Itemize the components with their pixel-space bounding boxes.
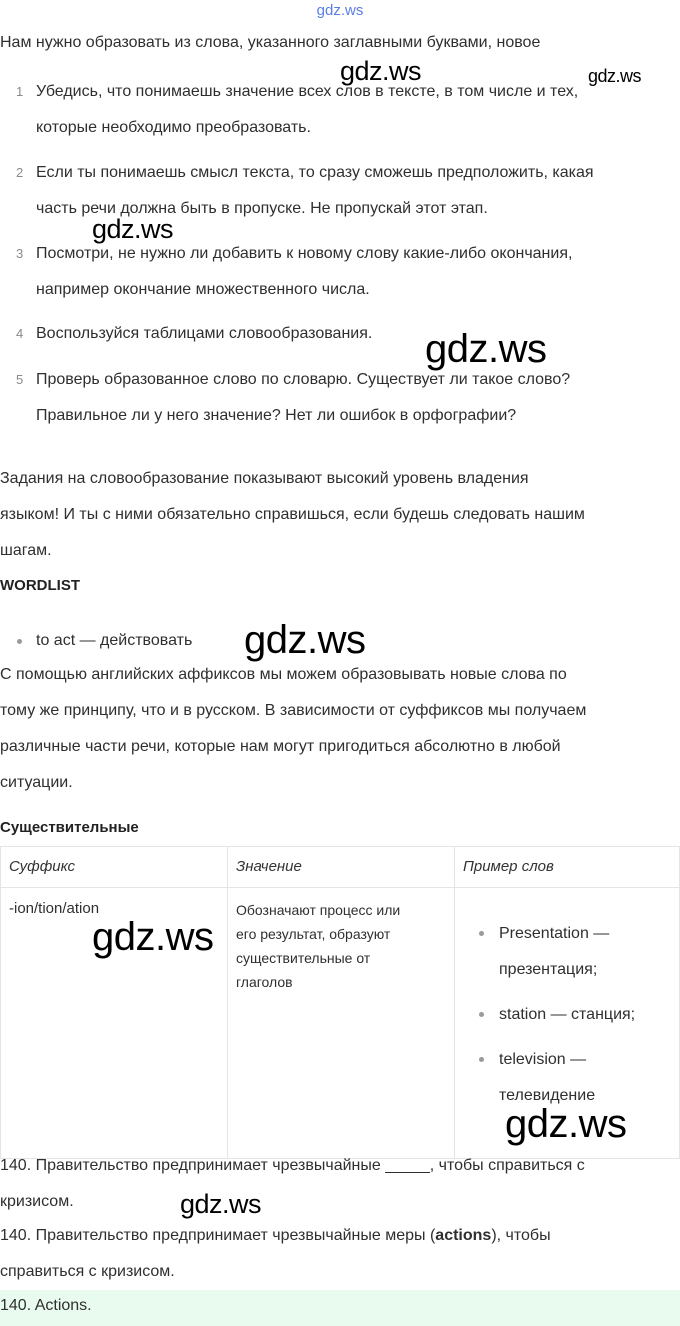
step-number: 4: [16, 326, 24, 341]
table-header-cell: [455, 847, 680, 888]
step-number: 5: [16, 372, 24, 387]
watermark: gdz.ws: [425, 327, 547, 371]
solution-suffix: ), чтобы: [491, 1227, 551, 1244]
table-header-row: [1, 847, 680, 888]
example-line: television —: [499, 1051, 587, 1068]
step-text-line: Воспользуйся таблицами словообразования.: [36, 325, 373, 342]
examples-list: [455, 888, 679, 1114]
bullet-dot: [479, 1012, 484, 1017]
task-line: 140. Правительство предпринимает чрезвычайные _____, чтобы справиться с: [0, 1157, 585, 1174]
table-header-cell: [228, 847, 455, 888]
watermark: gdz.ws: [180, 1189, 262, 1219]
header-examples: Пример слов: [463, 858, 554, 875]
intro-text: Нам нужно образовать из слова, указанного заглавными буквами, новое: [0, 34, 541, 51]
affix-line: тому же принципу, что и в русском. В зависимости от суффиксов мы получаем: [0, 702, 587, 719]
step-text-line: Если ты понимаешь смысл текста, то сразу сможешь предположить, какая: [36, 164, 594, 181]
step-item: [0, 316, 680, 352]
meaning-line: Обозначают процесс или: [236, 902, 401, 918]
bullet-dot: [479, 931, 484, 936]
header-meaning: Значение: [236, 858, 302, 875]
meaning-line: его результат, образуют: [236, 926, 391, 942]
header-suffix: Суффикс: [9, 858, 75, 875]
meaning-line: глаголов: [236, 974, 293, 990]
bullet-dot: [479, 1057, 484, 1062]
step-item: [0, 362, 680, 434]
bullet-dot: [17, 639, 22, 644]
solution-line: справиться с кризисом.: [0, 1263, 175, 1280]
solution-bold-word: actions: [435, 1227, 492, 1244]
list-item: [479, 916, 679, 988]
step-text-line: Посмотри, не нужно ли добавить к новому слову какие-либо окончания,: [36, 245, 573, 262]
watermark: gdz.ws: [340, 56, 422, 86]
example-line: телевидение: [499, 1087, 596, 1104]
table-header-cell: [1, 847, 228, 888]
watermark: gdz.ws: [505, 1102, 627, 1146]
step-item: [0, 236, 680, 308]
step-number: 2: [16, 165, 24, 180]
meaning-cell: [228, 888, 455, 1159]
example-line: презентация;: [499, 961, 598, 978]
list-item: [479, 997, 679, 1033]
site-link[interactable]: gdz.ws: [316, 2, 364, 19]
solution-prefix: 140. Правительство предпринимает чрезвычайные меры (: [0, 1227, 436, 1244]
example-line: station — станция;: [499, 1006, 636, 1023]
nouns-heading: Существительные: [0, 819, 139, 836]
answer-text: 140. Actions.: [0, 1297, 92, 1314]
wordlist-item: to act — действовать: [36, 632, 193, 649]
meaning-line: существительные от: [236, 950, 371, 966]
watermark: gdz.ws: [588, 66, 642, 86]
summary-line: Задания на словообразование показывают высокий уровень владения: [0, 470, 529, 487]
step-text-line: Проверь образованное слово по словарю. Существует ли такое слово?: [36, 371, 571, 388]
watermark: gdz.ws: [244, 618, 366, 662]
suffix-value: -ion/tion/ation: [9, 900, 100, 917]
watermark: gdz.ws: [92, 214, 174, 244]
solution-line: [0, 1218, 680, 1254]
step-number: 3: [16, 246, 24, 261]
step-number: 1: [16, 84, 24, 99]
affix-line: различные части речи, которые нам могут пригодиться абсолютно в любой: [0, 738, 561, 755]
affix-line: ситуации.: [0, 774, 73, 791]
watermark: gdz.ws: [92, 915, 214, 959]
summary-line: шагам.: [0, 542, 52, 559]
step-text-line: например окончание множественного числа.: [36, 281, 370, 298]
step-text-line: часть речи должна быть в пропуске. Не пропускай этот этап.: [36, 200, 488, 217]
summary-line: языком! И ты с ними обязательно справишься, если будешь следовать нашим: [0, 506, 585, 523]
step-text-line: которые необходимо преобразовать.: [36, 119, 311, 136]
affix-line: С помощью английских аффиксов мы можем образовывать новые слова по: [0, 666, 567, 683]
answer-box: [0, 1290, 680, 1326]
example-line: Presentation —: [499, 925, 610, 942]
step-text-line: Правильное ли у него значение? Нет ли ошибок в орфографии?: [36, 407, 517, 424]
step-text-line: Убедись, что понимаешь значение всех слов в тексте, в том числе и тех,: [36, 83, 579, 100]
wordlist-heading: WORDLIST: [0, 577, 80, 594]
task-line: кризисом.: [0, 1193, 74, 1210]
